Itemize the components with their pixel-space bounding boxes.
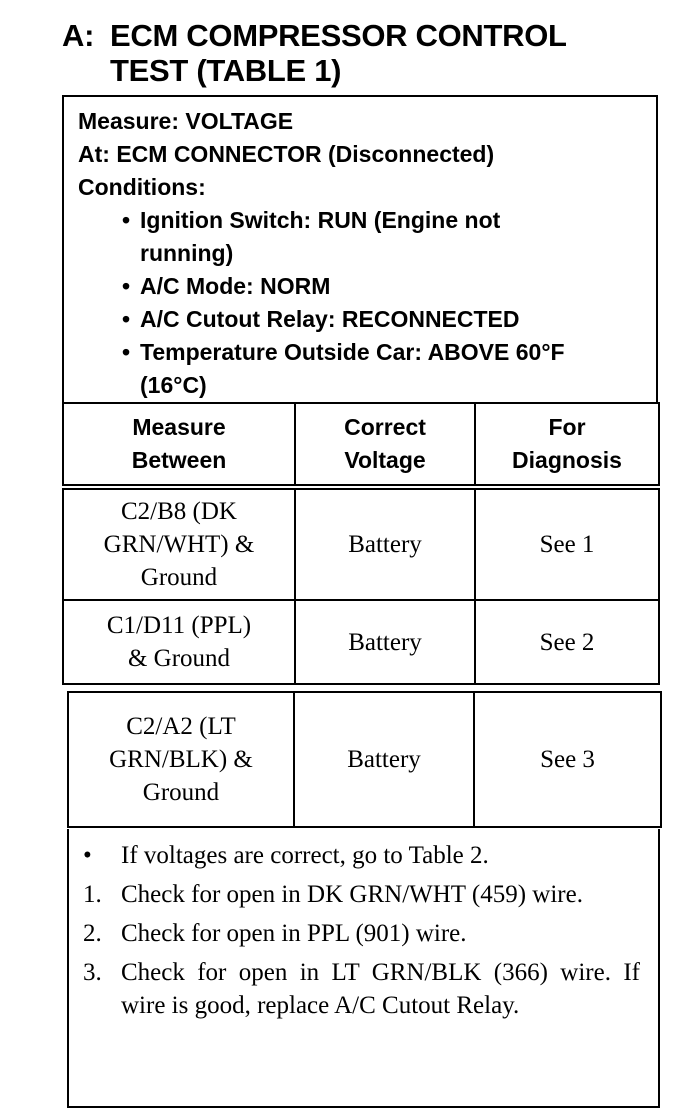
section-label: A: — [62, 18, 95, 53]
cell-diagnosis: See 2 — [475, 600, 659, 684]
table-header-row — [63, 403, 659, 487]
note-text: Check for open in DK GRN/WHT (459) wire. — [121, 881, 583, 908]
cell-between: C2/B8 (DK GRN/WHT) & Ground — [63, 487, 295, 600]
note-text: Check for open in PPL (901) wire. — [121, 920, 467, 947]
title-line-2: TEST (TABLE 1) — [110, 53, 342, 88]
cell-between: C2/A2 (LT GRN/BLK) & Ground — [68, 692, 294, 827]
table-row — [68, 692, 661, 827]
condition-item: • A/C Cutout Relay: RECONNECTED — [122, 303, 656, 336]
notes-box — [67, 829, 660, 1108]
condition-item: • A/C Mode: NORM — [122, 270, 656, 303]
condition-item: • Ignition Switch: RUN (Engine not running) — [122, 204, 656, 270]
conditions-list — [78, 204, 656, 402]
note-marker: 1. — [83, 881, 102, 908]
at-text: At: ECM CONNECTOR (Disconnected) — [78, 141, 495, 167]
note-marker: • — [83, 842, 92, 869]
header-for-diagnosis: For Diagnosis — [475, 403, 659, 487]
title-line-1 — [62, 18, 682, 53]
measurement-table — [62, 402, 660, 685]
cell-diagnosis: See 3 — [474, 692, 661, 827]
table-row — [63, 600, 659, 684]
cell-diagnosis: See 1 — [475, 487, 659, 600]
note-marker: 3. — [83, 959, 102, 986]
condition-item: • Temperature Outside Car: ABOVE 60°F (16°C) — [122, 336, 656, 402]
page-title — [62, 18, 682, 88]
header-correct-voltage: Correct Voltage — [295, 403, 475, 487]
conditions-box — [62, 95, 658, 402]
table-row — [63, 487, 659, 600]
note-item — [83, 839, 640, 872]
header-measure-between: Measure Between — [63, 403, 295, 487]
measure-text: Measure: VOLTAGE — [78, 108, 294, 134]
cell-voltage: Battery — [295, 487, 475, 600]
note-text: Check for open in LT GRN/BLK (366) wire. If wire is good, replace A/C Cutout Relay. — [121, 959, 640, 1019]
conditions-heading: Conditions: — [78, 174, 206, 200]
cell-between: C1/D11 (PPL) & Ground — [63, 600, 295, 684]
cell-voltage: Battery — [294, 692, 474, 827]
cell-voltage: Battery — [295, 600, 475, 684]
note-marker: 2. — [83, 920, 102, 947]
note-item — [83, 917, 640, 950]
title-text-1: ECM COMPRESSOR CONTROL — [110, 18, 567, 53]
note-item — [83, 878, 640, 911]
note-item — [83, 956, 640, 1022]
note-text: If voltages are correct, go to Table 2. — [121, 842, 489, 869]
measurement-table-continued — [67, 691, 662, 828]
